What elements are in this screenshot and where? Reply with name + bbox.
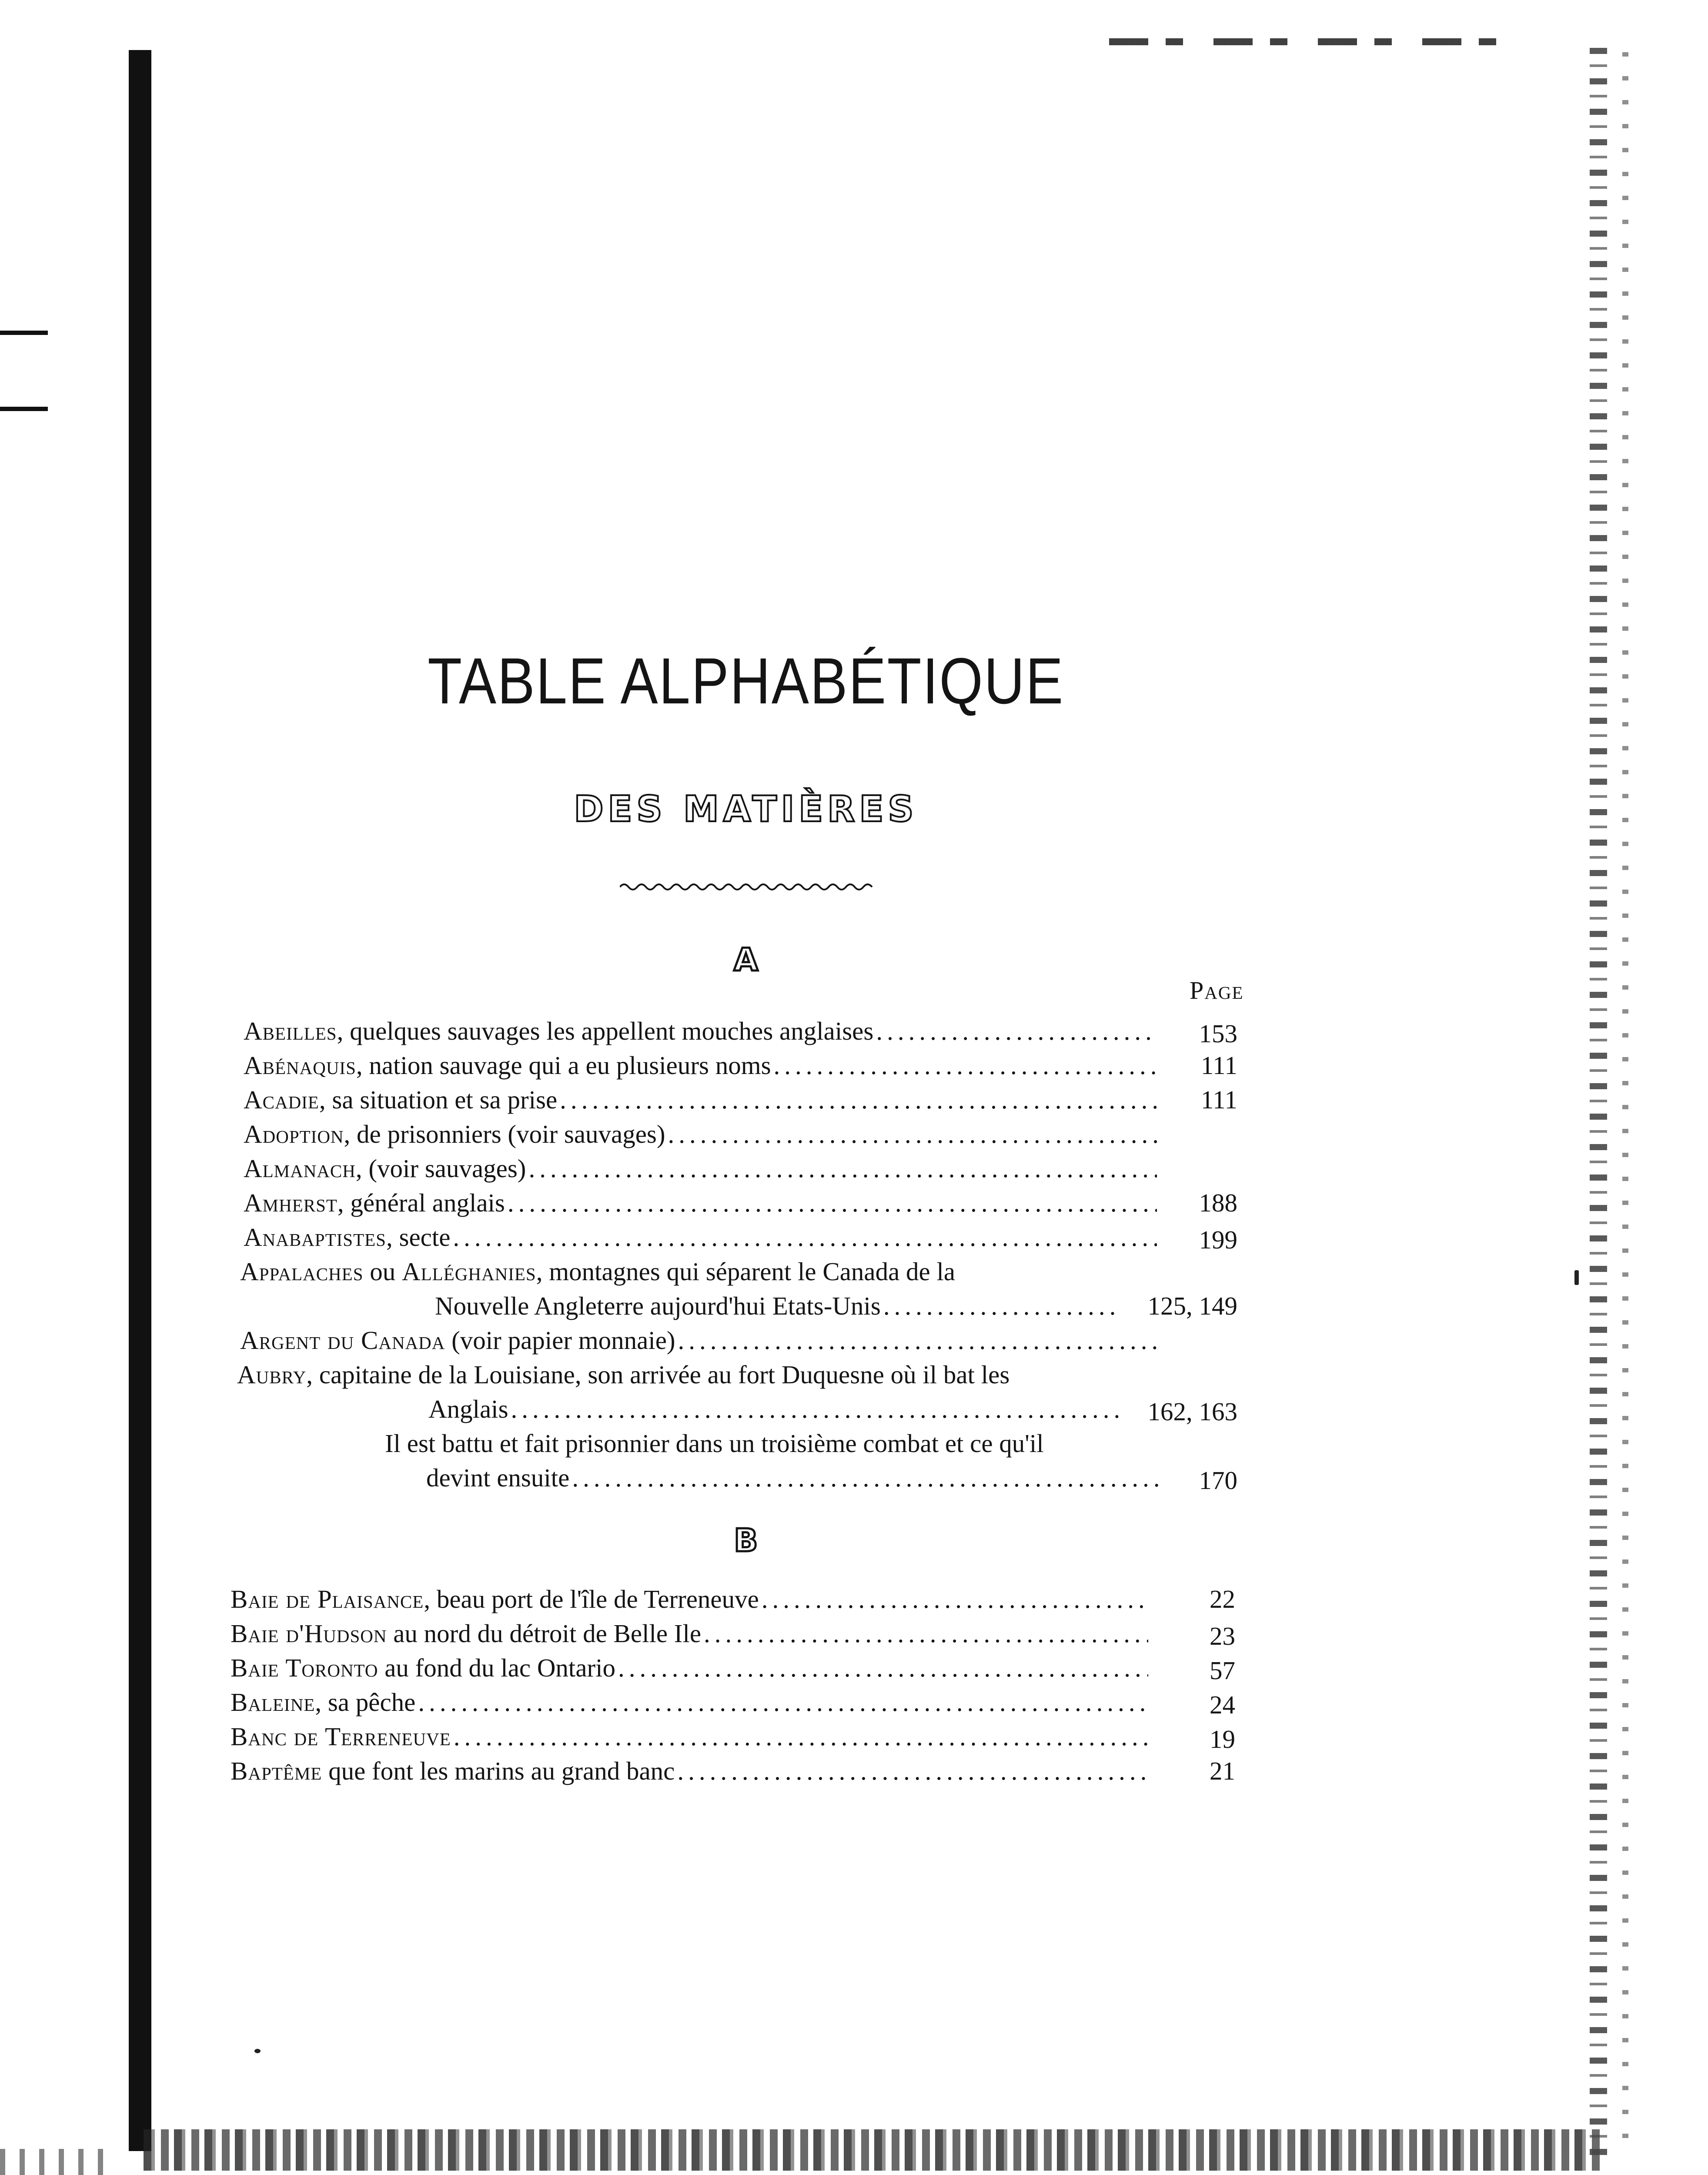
entry-keyword: Baptême xyxy=(231,1757,322,1785)
page-edge-bottom xyxy=(144,2129,1605,2171)
page-subtitle: DES MATIÈRES xyxy=(574,789,918,830)
page-edge-right-inner xyxy=(1622,52,1628,2153)
entry-text: Il est battu et fait prisonnier dans un troisième combat et ce qu'il xyxy=(385,1429,1044,1458)
entry-text: ou xyxy=(363,1257,402,1286)
section-letter-a: A xyxy=(734,941,758,978)
entry-keyword: Appalaches xyxy=(240,1257,364,1286)
index-entry-continuation xyxy=(428,1393,1124,1425)
entry-text: , beau port de l'île de Terreneuve xyxy=(424,1585,759,1613)
dot-leader xyxy=(774,1050,1157,1081)
entry-page-number: 153 xyxy=(1199,1019,1237,1048)
index-entry xyxy=(244,1187,1157,1218)
entry-text: au fond du lac Ontario xyxy=(378,1653,616,1682)
index-entry xyxy=(231,1583,1148,1615)
entry-page-number: 23 xyxy=(1210,1622,1235,1650)
entry-keyword: Abénaquis xyxy=(244,1051,356,1080)
entry-keyword: Argent du Canada xyxy=(240,1326,445,1355)
entry-page-number: 125, 149 xyxy=(1147,1292,1237,1320)
entry-page-number: 57 xyxy=(1210,1656,1235,1685)
index-entry xyxy=(240,1256,955,1287)
entry-text: que font les marins au grand banc xyxy=(322,1757,675,1785)
dot-leader xyxy=(678,1325,1157,1356)
index-entry xyxy=(231,1686,1148,1718)
index-entry xyxy=(244,1118,1157,1150)
entry-keyword: Banc de Terreneuve xyxy=(231,1722,451,1751)
dot-leader xyxy=(572,1462,1159,1493)
index-entry-continuation xyxy=(426,1462,1159,1493)
entry-keyword: Abeilles xyxy=(244,1017,337,1045)
entry-text: , nation sauvage qui a eu plusieurs noms xyxy=(356,1051,771,1080)
entry-page-number xyxy=(1174,1118,1237,1150)
entry-keyword: Baie d'Hudson xyxy=(231,1619,387,1648)
entry-text: , sa pêche xyxy=(315,1688,416,1717)
index-entry xyxy=(244,1050,1157,1081)
entry-page-number xyxy=(1174,1153,1237,1184)
dot-leader xyxy=(704,1618,1148,1649)
scan-speck xyxy=(254,2049,261,2053)
entry-keyword: Almanach xyxy=(244,1154,356,1183)
index-entry xyxy=(240,1325,1157,1356)
entry-text: , quelques sauvages les appellent mouches anglaises xyxy=(337,1017,874,1045)
entry-keyword: Aubry xyxy=(237,1360,307,1389)
scan-noise-bottom-left xyxy=(0,2149,117,2175)
entry-text: au nord du détroit de Belle Ile xyxy=(387,1619,702,1648)
page-edge-right xyxy=(1590,48,1607,2158)
entry-keyword: Acadie xyxy=(244,1085,319,1114)
dot-leader xyxy=(618,1652,1148,1683)
index-entry xyxy=(244,1153,1157,1184)
binding-edge xyxy=(129,50,151,2151)
entry-text: , montagnes qui séparent le Canada de la xyxy=(536,1257,956,1286)
scan-speck xyxy=(1574,1270,1579,1285)
entry-keyword: Adoption xyxy=(244,1120,344,1148)
dot-leader xyxy=(508,1187,1157,1218)
dot-leader xyxy=(876,1015,1157,1047)
entry-keyword: Amherst xyxy=(244,1188,338,1217)
dot-leader xyxy=(528,1153,1157,1184)
dot-leader xyxy=(454,1721,1148,1752)
index-entry xyxy=(244,1084,1157,1115)
entry-keyword: Baie de Plaisance xyxy=(231,1585,424,1613)
index-sub-entry xyxy=(385,1428,1044,1459)
entry-page-number: 19 xyxy=(1210,1725,1235,1753)
entry-text: , sa situation et sa prise xyxy=(319,1085,558,1114)
dot-leader xyxy=(762,1583,1148,1615)
entry-page-number: 111 xyxy=(1200,1085,1237,1114)
entry-page-number: 188 xyxy=(1199,1188,1237,1217)
section-letter-b: B xyxy=(734,1522,758,1559)
entry-continuation-text: Nouvelle Angleterre aujourd'hui Etats-Unis xyxy=(435,1292,881,1320)
scan-noise-top xyxy=(1109,38,1527,45)
entry-keyword: Anabaptistes xyxy=(244,1223,386,1251)
entry-page-number: 22 xyxy=(1210,1585,1235,1613)
dot-leader xyxy=(677,1755,1148,1787)
entry-page-number: 162, 163 xyxy=(1147,1397,1237,1426)
entry-text: , capitaine de la Louisiane, son arrivée au fort Duquesne où il bat les xyxy=(306,1360,1010,1389)
entry-page-number: 21 xyxy=(1210,1757,1235,1785)
entry-text: , de prisonniers (voir sauvages) xyxy=(344,1120,665,1148)
entry-keyword: Baleine xyxy=(231,1688,315,1717)
entry-page-number: 111 xyxy=(1200,1051,1237,1080)
entry-text: , (voir sauvages) xyxy=(355,1154,526,1183)
scan-mark xyxy=(0,331,48,335)
index-entry xyxy=(244,1015,1157,1047)
page-title: TABLE ALPHABÉTIQUE xyxy=(428,644,1064,717)
dot-leader xyxy=(511,1393,1124,1425)
index-entry-continuation xyxy=(435,1290,1120,1322)
dot-leader xyxy=(453,1221,1157,1253)
dot-leader xyxy=(560,1084,1157,1115)
index-entry xyxy=(231,1721,1148,1752)
index-entry xyxy=(231,1652,1148,1683)
entry-text: (voir papier monnaie) xyxy=(445,1326,675,1355)
entry-page-number: 170 xyxy=(1199,1466,1237,1495)
dot-leader xyxy=(668,1118,1157,1150)
index-entry xyxy=(231,1618,1148,1649)
entry-text: , secte xyxy=(386,1223,451,1251)
index-entry xyxy=(237,1359,1009,1390)
entry-continuation-text: Anglais xyxy=(428,1395,508,1423)
ornament-divider xyxy=(620,881,876,893)
entry-page-number: 199 xyxy=(1199,1225,1237,1254)
entry-page-number xyxy=(1174,1325,1237,1356)
page-column-header: Page xyxy=(1190,976,1244,1004)
entry-keyword: Baie Toronto xyxy=(231,1653,378,1682)
entry-keyword-secondary: Alléghanies xyxy=(402,1257,536,1286)
index-entry xyxy=(244,1221,1157,1253)
dot-leader xyxy=(883,1290,1120,1322)
entry-page-number: 24 xyxy=(1210,1690,1235,1719)
scan-mark xyxy=(0,407,48,411)
entry-text: , général anglais xyxy=(337,1188,505,1217)
entry-continuation-text: devint ensuite xyxy=(426,1463,570,1492)
index-entry xyxy=(231,1755,1148,1787)
dot-leader xyxy=(418,1686,1148,1718)
